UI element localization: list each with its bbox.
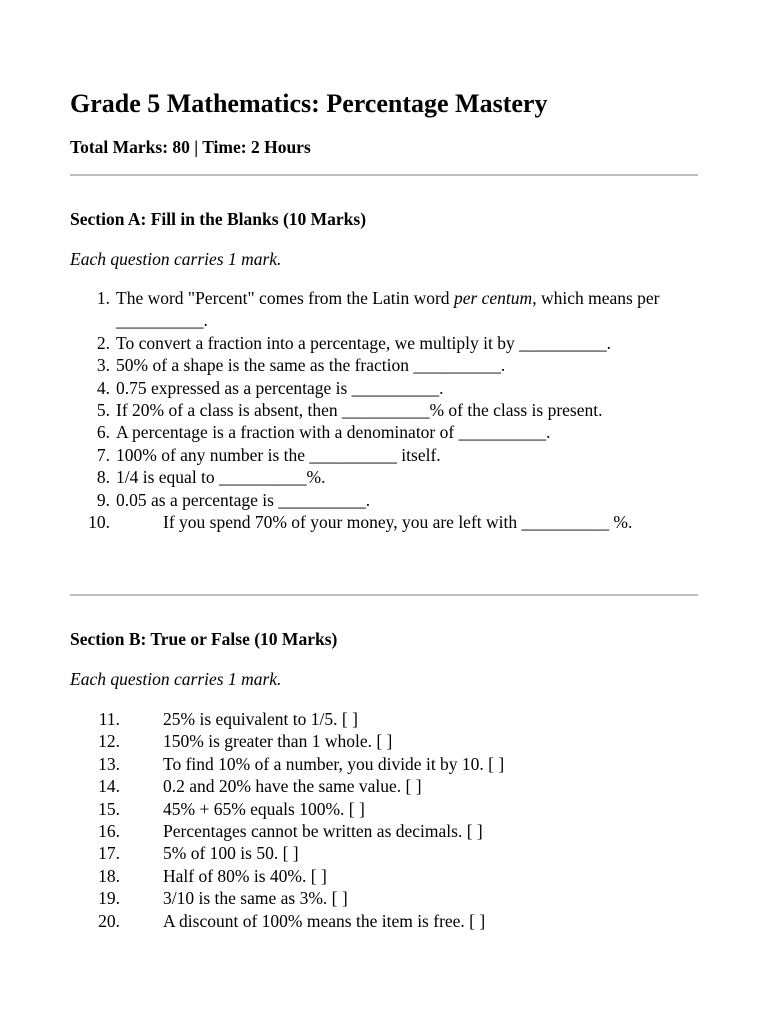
question-number: 13. <box>98 753 120 774</box>
question-number: 15. <box>98 798 120 819</box>
section-b-instruction: Each question carries 1 mark. <box>70 669 282 689</box>
question-number: 3. <box>96 355 110 376</box>
question-item <box>70 887 698 909</box>
question-number: 6. <box>96 422 110 443</box>
question-item <box>70 820 698 842</box>
question-item <box>70 399 698 421</box>
question-text: The word "Percent" comes from the Latin word <box>116 288 454 308</box>
question-text: 5% of 100 is 50. [ ] <box>163 843 299 864</box>
question-item <box>70 775 698 797</box>
question-number: 12. <box>98 731 120 752</box>
question-item <box>70 287 698 332</box>
question-item <box>70 444 698 466</box>
question-item <box>70 421 698 443</box>
question-text: Half of 80% is 40%. [ ] <box>163 865 327 886</box>
question-text: 50% of a shape is the same as the fraction __________. <box>116 355 506 376</box>
question-number: 20. <box>98 910 120 931</box>
question-text: 150% is greater than 1 whole. [ ] <box>163 731 393 752</box>
question-number: 18. <box>98 865 120 886</box>
question-text: 3/10 is the same as 3%. [ ] <box>163 888 348 909</box>
question-text: 100% of any number is the __________ itself. <box>116 444 441 465</box>
question-emphasis: per centum <box>453 288 533 308</box>
exam-meta: Total Marks: 80 | Time: 2 Hours <box>70 137 311 157</box>
question-text: If 20% of a class is absent, then __________% of the class is present. <box>116 400 603 421</box>
question-item <box>70 730 698 752</box>
question-text: 45% + 65% equals 100%. [ ] <box>163 798 365 819</box>
page-title: Grade 5 Mathematics: Percentage Mastery <box>70 89 548 118</box>
question-number: 10. <box>88 512 110 533</box>
question-item <box>70 377 698 399</box>
question-text: If you spend 70% of your money, you are left with __________ %. <box>163 512 633 533</box>
question-item <box>70 489 698 511</box>
question-text: 25% is equivalent to 1/5. [ ] <box>163 709 358 729</box>
question-item <box>70 511 698 533</box>
question-text: 0.75 expressed as a percentage is __________. <box>116 377 444 398</box>
question-text: A discount of 100% means the item is free. [ ] <box>163 910 486 931</box>
question-text: To find 10% of a number, you divide it by 10. [ ] <box>163 753 505 774</box>
question-item <box>70 354 698 376</box>
question-text: Percentages cannot be written as decimals. [ ] <box>163 821 483 842</box>
divider <box>70 174 698 176</box>
question-text: 0.2 and 20% have the same value. [ ] <box>163 776 422 797</box>
question-item <box>70 910 698 932</box>
section-b-questions <box>70 708 698 932</box>
question-number: 11. <box>98 709 120 729</box>
question-number: 2. <box>96 332 110 353</box>
question-number: 1. <box>96 288 110 308</box>
section-b-title: Section B: True or False (10 Marks) <box>70 629 338 649</box>
question-number: 14. <box>98 776 120 797</box>
question-item <box>70 753 698 775</box>
divider <box>70 594 698 596</box>
question-item <box>70 708 698 730</box>
question-item <box>70 332 698 354</box>
question-number: 16. <box>98 821 120 842</box>
question-number: 17. <box>98 843 120 864</box>
question-item <box>70 865 698 887</box>
question-number: 8. <box>96 467 110 488</box>
question-number: 5. <box>96 400 110 421</box>
question-item <box>70 842 698 864</box>
question-text: 1/4 is equal to __________%. <box>116 467 326 488</box>
question-text: , which means per __________. <box>116 288 660 331</box>
section-a-instruction: Each question carries 1 mark. <box>70 249 282 269</box>
question-text: To convert a fraction into a percentage, we multiply it by __________. <box>116 332 611 353</box>
question-text: 0.05 as a percentage is __________. <box>116 489 371 510</box>
question-item <box>70 466 698 488</box>
question-text: A percentage is a fraction with a denominator of __________. <box>116 422 551 443</box>
question-item <box>70 798 698 820</box>
question-number: 7. <box>96 444 110 465</box>
question-number: 9. <box>96 489 110 510</box>
section-a-questions <box>70 287 698 533</box>
question-number: 4. <box>96 377 110 398</box>
question-number: 19. <box>98 888 120 909</box>
section-a-title: Section A: Fill in the Blanks (10 Marks) <box>70 209 367 229</box>
